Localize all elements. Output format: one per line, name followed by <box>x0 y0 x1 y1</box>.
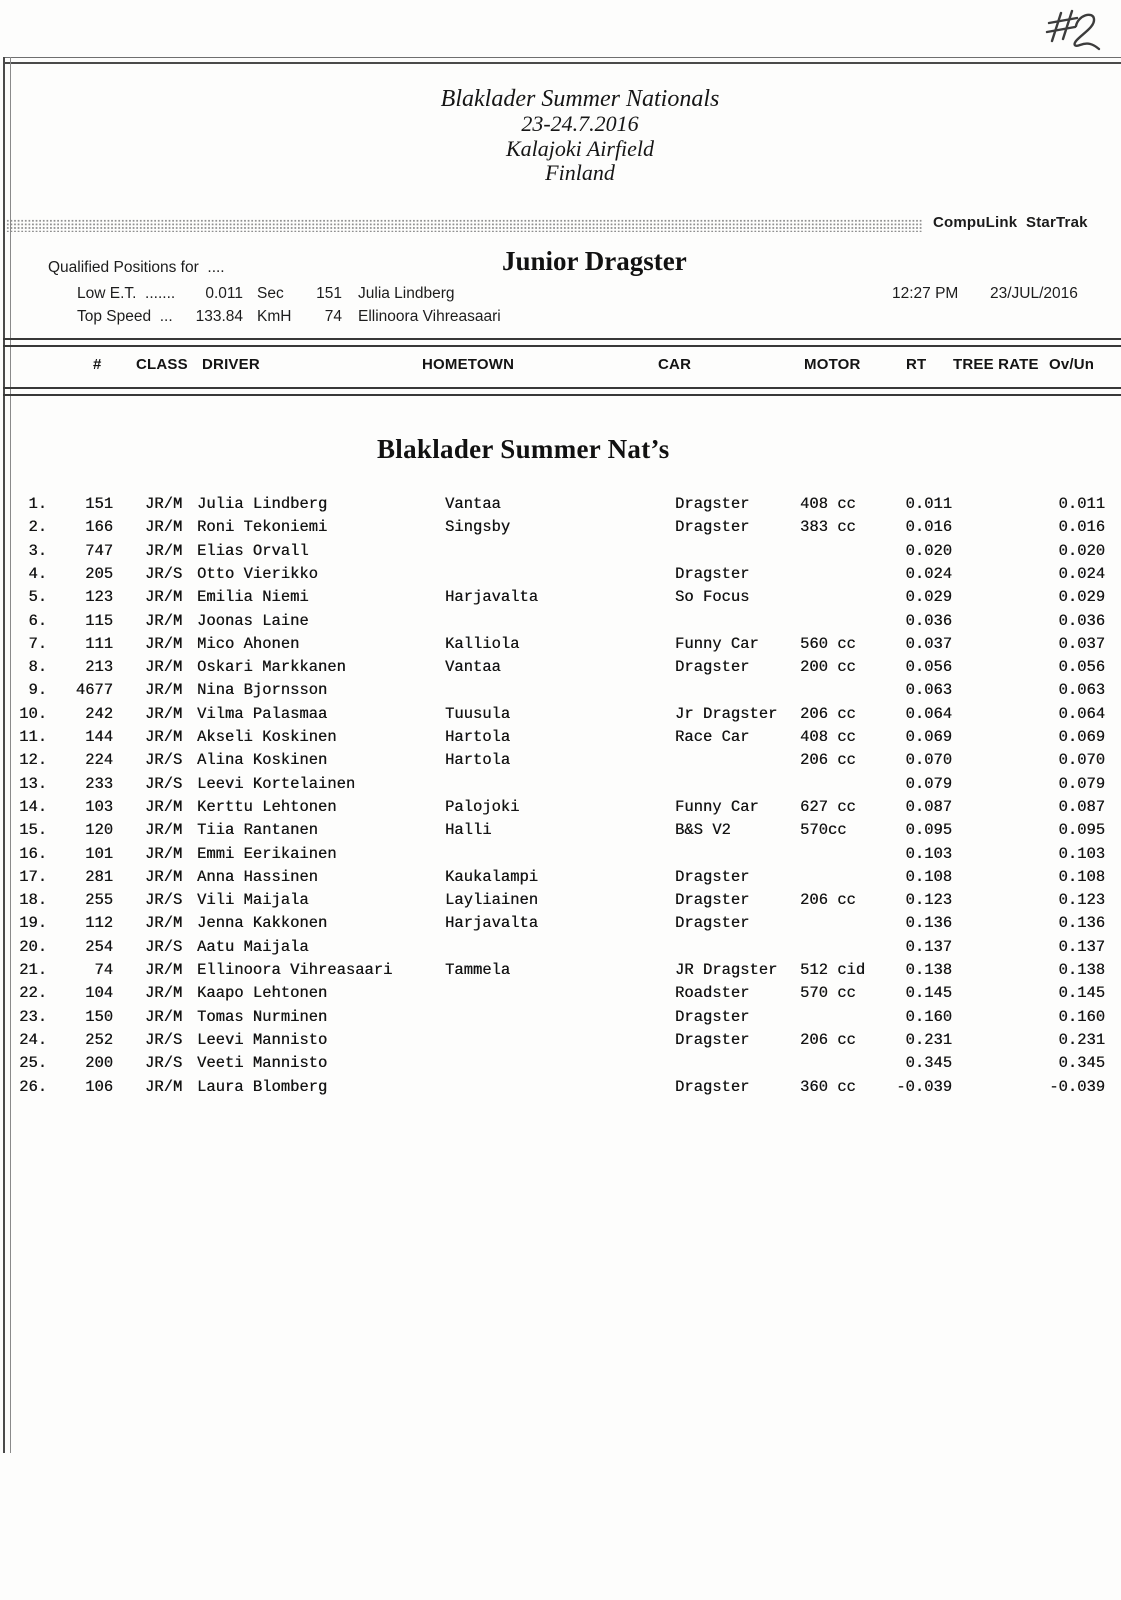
cell-num: 200 <box>85 1054 113 1073</box>
cell-rt: 0.020 <box>905 541 952 560</box>
cell-num: 112 <box>85 914 113 933</box>
print-date: 23/JUL/2016 <box>990 285 1078 302</box>
table-row <box>0 867 1121 890</box>
cell-cls: JR/M <box>145 704 183 723</box>
cell-cls: JR/M <box>145 984 183 1003</box>
cell-pos: 5. <box>28 588 47 607</box>
cell-cls: JR/M <box>145 611 183 630</box>
cell-driver: Emilia Niemi <box>197 588 309 607</box>
cell-rt: 0.160 <box>905 1007 952 1026</box>
cell-pos: 25. <box>19 1054 47 1073</box>
cell-ovun: 0.064 <box>1058 704 1105 723</box>
cell-pos: 16. <box>19 844 47 863</box>
cell-ovun: 0.108 <box>1058 867 1105 886</box>
table-row <box>0 1030 1121 1053</box>
event-venue: Kalajoki Airfield <box>505 135 655 161</box>
header-rule-bottom <box>3 387 1121 396</box>
section-title: Blaklader Summer Nat’s <box>377 434 670 464</box>
col-header-car: CAR <box>658 356 692 373</box>
cell-num: 151 <box>85 495 113 513</box>
table-row <box>0 704 1121 727</box>
cell-num: 74 <box>94 961 113 979</box>
cell-driver: Joonas Laine <box>197 611 309 630</box>
col-header-rt: RT <box>906 356 927 373</box>
cell-pos: 8. <box>28 658 47 677</box>
cell-cls: JR/M <box>145 518 183 537</box>
cell-cls: JR/S <box>145 891 183 910</box>
cell-car: Dragster <box>675 658 750 677</box>
cell-num: 150 <box>85 1007 113 1026</box>
cell-car: Dragster <box>675 1030 750 1049</box>
cell-ovun: 0.020 <box>1058 541 1105 560</box>
cell-cls: JR/S <box>145 564 183 583</box>
table-row <box>0 657 1121 680</box>
col-header-motor: MOTOR <box>804 356 861 373</box>
cell-motor: 206 cc <box>800 1030 856 1049</box>
cell-rt: 0.064 <box>905 704 952 723</box>
table-row <box>0 937 1121 960</box>
cell-car: Dragster <box>675 1007 750 1026</box>
cell-motor: 570cc <box>800 821 847 840</box>
cell-driver: Aatu Maijala <box>197 937 309 956</box>
cell-pos: 17. <box>19 867 47 886</box>
cell-pos: 14. <box>19 797 47 816</box>
table-row <box>0 797 1121 820</box>
cell-ovun: 0.070 <box>1058 751 1105 770</box>
cell-pos: 22. <box>19 984 47 1003</box>
cell-rt: 0.011 <box>905 495 952 513</box>
cell-rt: 0.036 <box>905 611 952 630</box>
cell-driver: Kerttu Lehtonen <box>197 797 337 816</box>
cell-driver: Mico Ahonen <box>197 634 300 653</box>
cell-car: B&S V2 <box>675 821 731 840</box>
col-header-hometown: HOMETOWN <box>422 356 515 373</box>
table-row <box>0 1007 1121 1030</box>
cell-hometown: Tuusula <box>445 704 511 723</box>
cell-ovun: 0.137 <box>1058 937 1105 956</box>
cell-rt: 0.145 <box>905 984 952 1003</box>
cell-cls: JR/S <box>145 774 183 793</box>
cell-driver: Akseli Koskinen <box>197 728 337 746</box>
cell-ovun: 0.123 <box>1058 891 1105 910</box>
cell-ovun: 0.345 <box>1058 1054 1105 1073</box>
cell-pos: 19. <box>19 914 47 933</box>
cell-cls: JR/S <box>145 937 183 956</box>
cell-motor: 570 cc <box>800 984 856 1003</box>
cell-pos: 18. <box>19 891 47 910</box>
cell-pos: 23. <box>19 1007 47 1026</box>
cell-cls: JR/M <box>145 821 183 840</box>
cell-num: 101 <box>85 844 113 863</box>
cell-car: Jr Dragster <box>675 704 778 723</box>
event-country: Finland <box>545 160 615 185</box>
cell-pos: 12. <box>19 751 47 770</box>
cell-car: Funny Car <box>675 634 759 653</box>
table-row <box>0 680 1121 703</box>
cell-ovun: 0.145 <box>1058 984 1105 1003</box>
cell-num: 144 <box>85 728 113 746</box>
table-row <box>0 983 1121 1006</box>
cell-car: Roadster <box>675 984 750 1003</box>
cell-driver: Otto Vierikko <box>197 564 318 583</box>
table-row <box>0 494 1121 517</box>
cell-pos: 1. <box>28 495 47 513</box>
cell-num: 115 <box>85 611 113 630</box>
table-row <box>0 913 1121 936</box>
cell-ovun: 0.138 <box>1058 961 1105 979</box>
cell-motor: 512 cid <box>800 961 866 979</box>
cell-cls: JR/M <box>145 1007 183 1026</box>
cell-ovun: 0.079 <box>1058 774 1105 793</box>
cell-num: 120 <box>85 821 113 840</box>
cell-pos: 11. <box>19 728 47 746</box>
cell-hometown: Hartola <box>445 751 511 770</box>
event-dates: 23-24.7.2016 <box>521 111 639 136</box>
cell-car: JR Dragster <box>675 961 778 979</box>
cell-car: Dragster <box>675 564 750 583</box>
cell-rt: 0.016 <box>905 518 952 537</box>
event-title: Blaklader Summer Nationals <box>440 86 720 112</box>
cell-car: Dragster <box>675 1077 750 1096</box>
cell-ovun: 0.024 <box>1058 564 1105 583</box>
low-et-value: 0.011 <box>205 285 243 302</box>
cell-motor: 206 cc <box>800 751 856 770</box>
cell-driver: Leevi Mannisto <box>197 1030 328 1049</box>
cell-rt: 0.069 <box>905 728 952 746</box>
category-title: Junior Dragster <box>502 246 687 276</box>
cell-cls: JR/M <box>145 541 183 560</box>
cell-pos: 7. <box>28 634 47 653</box>
cell-num: 111 <box>85 634 113 653</box>
cell-driver: Nina Bjornsson <box>197 681 328 700</box>
top-border-rule <box>3 57 1121 64</box>
low-et-car-number: 151 <box>316 285 342 302</box>
cell-pos: 4. <box>28 564 47 583</box>
col-header-tree-rate: TREE RATE <box>953 356 1039 373</box>
cell-rt: 0.136 <box>905 914 952 933</box>
cell-ovun: 0.063 <box>1058 681 1105 700</box>
cell-motor: 560 cc <box>800 634 856 653</box>
col-header-ovun: Ov/Un <box>1049 356 1095 373</box>
cell-pos: 3. <box>28 541 47 560</box>
cell-ovun: 0.029 <box>1058 588 1105 607</box>
top-speed-unit: KmH <box>257 308 292 325</box>
cell-motor: 383 cc <box>800 518 856 537</box>
cell-pos: 13. <box>19 774 47 793</box>
col-header-driver: DRIVER <box>202 356 260 373</box>
cell-pos: 9. <box>28 681 47 700</box>
cell-driver: Jenna Kakkonen <box>197 914 328 933</box>
table-row <box>0 890 1121 913</box>
cell-num: 242 <box>85 704 113 723</box>
top-speed-label: Top Speed ... <box>77 308 173 325</box>
cell-cls: JR/M <box>145 1077 183 1096</box>
cell-ovun: 0.103 <box>1058 844 1105 863</box>
cell-cls: JR/M <box>145 728 183 746</box>
cell-hometown: Kalliola <box>445 634 520 653</box>
table-row <box>0 517 1121 540</box>
cell-pos: 26. <box>19 1077 47 1096</box>
table-row <box>0 611 1121 634</box>
cell-rt: 0.079 <box>905 774 952 793</box>
cell-pos: 2. <box>28 518 47 537</box>
cell-rt: 0.138 <box>905 961 952 979</box>
cell-cls: JR/M <box>145 867 183 886</box>
cell-car: Race Car <box>675 728 750 746</box>
top-speed-driver: Ellinoora Vihreasaari <box>358 308 501 325</box>
cell-cls: JR/M <box>145 495 183 513</box>
cell-rt: 0.029 <box>905 588 952 607</box>
cell-motor: 206 cc <box>800 704 856 723</box>
cell-rt: 0.056 <box>905 658 952 677</box>
cell-cls: JR/M <box>145 914 183 933</box>
cell-hometown: Palojoki <box>445 797 520 816</box>
cell-motor: 206 cc <box>800 891 856 910</box>
low-et-driver: Julia Lindberg <box>358 285 455 302</box>
cell-car: So Focus <box>675 588 750 607</box>
cell-ovun: 0.136 <box>1058 914 1105 933</box>
table-row <box>0 1053 1121 1076</box>
cell-pos: 15. <box>19 821 47 840</box>
handwritten-mark <box>1040 6 1102 54</box>
qualified-positions-label: Qualified Positions for .... <box>48 259 225 276</box>
table-row <box>0 820 1121 843</box>
cell-hometown: Vantaa <box>445 495 501 513</box>
cell-rt: 0.070 <box>905 751 952 770</box>
cell-num: 104 <box>85 984 113 1003</box>
cell-hometown: Harjavalta <box>445 914 539 933</box>
table-row <box>0 634 1121 657</box>
cell-hometown: Singsby <box>445 518 511 537</box>
cell-driver: Ellinoora Vihreasaari <box>197 961 393 979</box>
cell-driver: Leevi Kortelainen <box>197 774 356 793</box>
cell-rt: 0.087 <box>905 797 952 816</box>
table-row <box>0 564 1121 587</box>
cell-rt: 0.103 <box>905 844 952 863</box>
cell-car: Dragster <box>675 891 750 910</box>
cell-car: Funny Car <box>675 797 759 816</box>
table-row <box>0 844 1121 867</box>
cell-pos: 21. <box>19 961 47 979</box>
low-et-unit: Sec <box>257 285 284 302</box>
cell-num: 213 <box>85 658 113 677</box>
top-speed-car-number: 74 <box>324 308 342 325</box>
cell-num: 254 <box>85 937 113 956</box>
col-header-number: # <box>93 356 102 373</box>
cell-ovun: 0.160 <box>1058 1007 1105 1026</box>
cell-ovun: 0.036 <box>1058 611 1105 630</box>
cell-num: 281 <box>85 867 113 886</box>
cell-rt: 0.137 <box>905 937 952 956</box>
cell-num: 106 <box>85 1077 113 1096</box>
cell-motor: 408 cc <box>800 728 856 746</box>
cell-ovun: 0.016 <box>1058 518 1105 537</box>
dotted-separator <box>6 219 922 232</box>
cell-rt: 0.024 <box>905 564 952 583</box>
cell-car: Dragster <box>675 495 750 513</box>
cell-driver: Roni Tekoniemi <box>197 518 328 537</box>
cell-cls: JR/M <box>145 588 183 607</box>
low-et-label: Low E.T. ....... <box>77 285 176 302</box>
top-speed-value: 133.84 <box>195 308 243 325</box>
cell-driver: Veeti Mannisto <box>197 1054 328 1073</box>
brand-label: CompuLink StarTrak <box>933 214 1088 231</box>
cell-hometown: Tammela <box>445 961 511 979</box>
table-row <box>0 1077 1121 1100</box>
table-row <box>0 960 1121 983</box>
cell-num: 103 <box>85 797 113 816</box>
cell-num: 233 <box>85 774 113 793</box>
cell-driver: Emmi Eerikainen <box>197 844 337 863</box>
table-row <box>0 774 1121 797</box>
cell-ovun: 0.069 <box>1058 728 1105 746</box>
cell-ovun: 0.011 <box>1058 495 1105 513</box>
cell-rt: 0.231 <box>905 1030 952 1049</box>
cell-driver: Tomas Nurminen <box>197 1007 328 1026</box>
cell-cls: JR/M <box>145 634 183 653</box>
cell-rt: 0.345 <box>905 1054 952 1073</box>
cell-pos: 10. <box>19 704 47 723</box>
cell-num: 205 <box>85 564 113 583</box>
table-row <box>0 587 1121 610</box>
cell-ovun: -0.039 <box>1049 1077 1105 1096</box>
cell-cls: JR/M <box>145 681 183 700</box>
cell-rt: 0.108 <box>905 867 952 886</box>
cell-hometown: Hartola <box>445 728 511 746</box>
col-header-class: CLASS <box>136 356 188 373</box>
cell-cls: JR/M <box>145 797 183 816</box>
cell-pos: 6. <box>28 611 47 630</box>
cell-motor: 627 cc <box>800 797 856 816</box>
cell-pos: 20. <box>19 937 47 956</box>
cell-car: Dragster <box>675 518 750 537</box>
cell-ovun: 0.037 <box>1058 634 1105 653</box>
cell-ovun: 0.231 <box>1058 1030 1105 1049</box>
cell-motor: 200 cc <box>800 658 856 677</box>
cell-num: 123 <box>85 588 113 607</box>
cell-num: 166 <box>85 518 113 537</box>
cell-driver: Vili Maijala <box>197 891 309 910</box>
cell-num: 747 <box>85 541 113 560</box>
cell-driver: Laura Blomberg <box>197 1077 328 1096</box>
cell-ovun: 0.087 <box>1058 797 1105 816</box>
cell-cls: JR/M <box>145 658 183 677</box>
cell-motor: 408 cc <box>800 495 856 513</box>
cell-driver: Kaapo Lehtonen <box>197 984 328 1003</box>
print-time: 12:27 PM <box>892 285 959 302</box>
cell-hometown: Kaukalampi <box>445 867 539 886</box>
cell-driver: Alina Koskinen <box>197 751 328 770</box>
cell-rt: 0.095 <box>905 821 952 840</box>
cell-cls: JR/M <box>145 844 183 863</box>
cell-cls: JR/S <box>145 1030 183 1049</box>
header-rule-top <box>3 338 1121 347</box>
cell-hometown: Harjavalta <box>445 588 539 607</box>
cell-motor: 360 cc <box>800 1077 856 1096</box>
cell-ovun: 0.095 <box>1058 821 1105 840</box>
event-title-block <box>39 86 1121 186</box>
table-row <box>0 727 1121 750</box>
cell-num: 255 <box>85 891 113 910</box>
cell-rt: 0.037 <box>905 634 952 653</box>
cell-driver: Tiia Rantanen <box>197 821 318 840</box>
cell-rt: 0.063 <box>905 681 952 700</box>
cell-car: Dragster <box>675 867 750 886</box>
cell-hometown: Vantaa <box>445 658 501 677</box>
table-row <box>0 541 1121 564</box>
cell-driver: Elias Orvall <box>197 541 309 560</box>
cell-driver: Vilma Palasmaa <box>197 704 328 723</box>
cell-num: 252 <box>85 1030 113 1049</box>
cell-num: 4677 <box>75 681 113 700</box>
cell-cls: JR/S <box>145 751 183 770</box>
cell-hometown: Halli <box>445 821 492 840</box>
table-row <box>0 750 1121 773</box>
cell-ovun: 0.056 <box>1058 658 1105 677</box>
cell-driver: Anna Hassinen <box>197 867 318 886</box>
cell-rt: -0.039 <box>896 1077 952 1096</box>
cell-driver: Oskari Markkanen <box>197 658 346 677</box>
cell-cls: JR/S <box>145 1054 183 1073</box>
cell-rt: 0.123 <box>905 891 952 910</box>
cell-num: 224 <box>85 751 113 770</box>
cell-hometown: Layliainen <box>445 891 539 910</box>
cell-cls: JR/M <box>145 961 183 979</box>
cell-pos: 24. <box>19 1030 47 1049</box>
cell-driver: Julia Lindberg <box>197 495 328 513</box>
cell-car: Dragster <box>675 914 750 933</box>
